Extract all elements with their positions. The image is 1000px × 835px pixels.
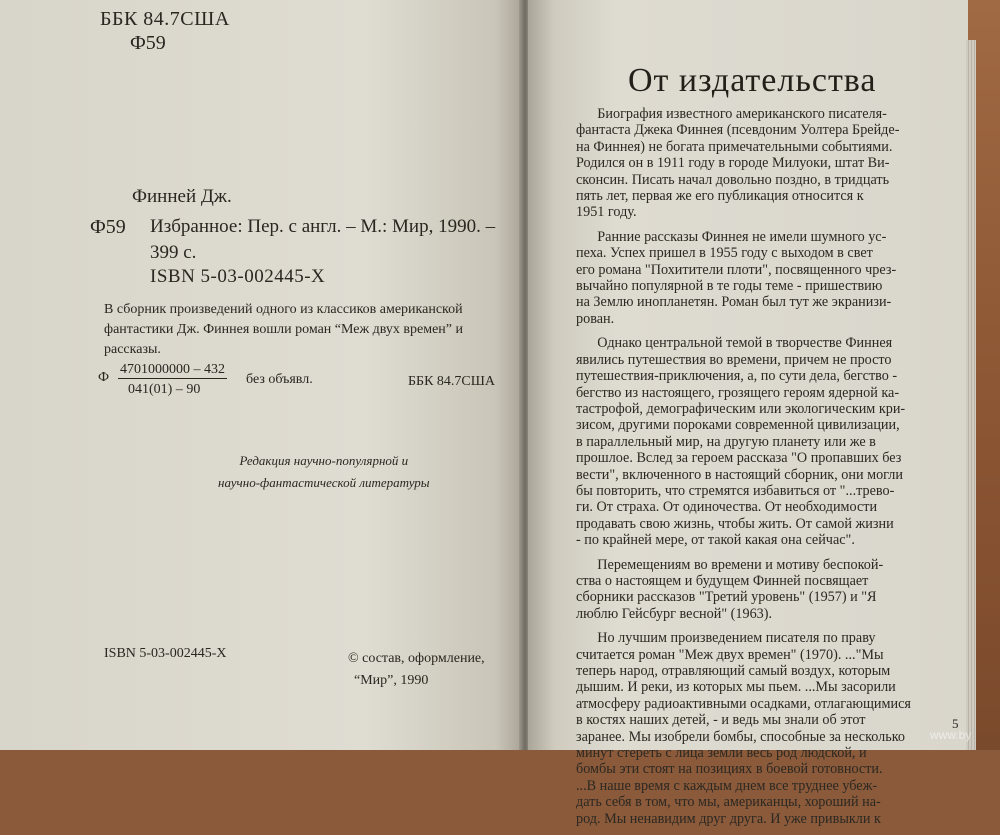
text-line: на Землю инопланетян. Роман был тут же экранизи- [576,294,892,311]
catalog-code-letter: Ф [98,370,110,385]
text-line: атмосферу радиоактивными осадками, отлагающимися [576,695,911,712]
page-edges [966,40,976,750]
text-line: Но лучшим произведением писателя по праву [576,630,876,647]
text-line: Однако центральной темой в творчестве Финнея [576,335,893,352]
text-line: в костях наших детей, - и ведь мы знали об этот [576,712,866,729]
index-code-top: Ф59 [130,32,166,54]
catalog-code-numerator: 4701000000 – 432 [120,362,225,377]
text-line: бомбы эти стоят на позициях в боевой готовности. [576,761,883,778]
isbn-bottom: ISBN 5-03-002445-X [104,646,227,661]
text-line: люблю Гейсбург весной" (1963). [576,605,773,622]
book-title-line: Избранное: Пер. с англ. – М.: Мир, 1990. – [150,216,496,237]
text-line: сборники рассказов "Третий уровень" (1957) и "Я [576,589,877,606]
page-number: 5 [952,716,959,731]
text-line: зисом, другими пороками современной цивилизации, [576,417,900,434]
page-count: 399 с. [150,242,197,263]
catalog-code-denominator: 041(01) – 90 [128,382,201,397]
catalog-code-note: без объявл. [246,372,313,387]
editorial-line: научно-фантастической литературы [218,475,430,490]
index-code-mid: Ф59 [90,216,126,238]
text-line: фантаста Джека Финнея (псевдоним Уолтера Брейде- [576,122,900,139]
text-line: прошлое. Вслед за героем рассказа "О пропавших без [576,450,902,467]
text-line: дать себя в том, что мы, американцы, хороший на- [576,794,881,811]
text-line: в параллельный мир, на другую планету или же в [576,433,876,450]
text-line: продавать свою жизнь, чтобы жить. От самой жизни [576,515,894,532]
text-line: дышим. И реки, из которых мы пьем. ...Мы засорили [576,679,896,696]
text-line: вычайно популярной в те годы теме - пришествию [576,278,883,295]
text-line: на Финнея) не богата примечательными событиями. [576,138,893,155]
isbn-main: ISBN 5-03-002445-X [150,266,326,287]
text-line: заранее. Мы изобрели бомбы, способные за несколько [576,728,905,745]
text-line: его романа "Похитители плоти", посвященного чрез- [576,261,897,278]
text-line: вести", включенного в настоящий сборник, они могли [576,466,903,483]
copyright-line: “Мир”, 1990 [354,673,429,688]
editorial-office [218,450,430,494]
paragraph [576,335,954,548]
text-line: пять лет, первая же его публикация относится к [576,188,864,205]
annotation [104,300,504,360]
text-line: Родился он в 1911 году в городе Милуоки, штат Ви- [576,155,890,172]
text-line: ...В наше время с каждым днем все труднее убеж- [576,777,878,794]
author-name: Финней Дж. [132,186,232,207]
text-line: бы повторить, что стремятся избавиться от "...трево- [576,482,895,499]
text-line: минут стереть с лица земли весь род людской, и [576,745,867,762]
preface-text [576,106,954,835]
copyright-notice [348,648,485,692]
page-heading: От издательства [628,62,877,99]
text-line: Ранние рассказы Финнея не имели шумного ус- [576,228,887,245]
text-line: - по крайней мере, от такой какая она сейчас". [576,532,855,549]
text-line: бегство из настоящего, грозящего героям ядерной ка- [576,384,900,401]
annotation-line: рассказы. [104,342,161,357]
left-page [0,0,522,750]
paragraph [576,557,954,623]
paragraph [576,106,954,221]
text-line: путешествия-приключения, а, по сути дела, бегство - [576,368,898,385]
editorial-line: Редакция научно-популярной и [239,453,409,468]
text-line: Биография известного американского писателя- [576,106,887,122]
text-line: род. Мы ненавидим друг друга. И уже привыкли к [576,810,881,827]
copyright-line: © состав, оформление, [348,651,485,666]
text-line: теперь народ, отравляющий самый воздух, которым [576,663,891,679]
bbk-code-top: ББК 84.7США [100,8,230,30]
text-line: рован. [576,310,615,327]
text-line: явились путешествия во времени, причем не просто [576,351,892,368]
paragraph [576,229,954,327]
text-line: Перемещениям во времени и мотиву беспокой- [576,556,884,573]
text-line: сконсин. Писать начал довольно поздно, в тридцать [576,171,890,188]
paragraph [576,630,954,827]
text-line: ства о настоящем и будущем Финней посвящает [576,572,869,589]
watermark: www.by [930,728,972,742]
annotation-line: фантастики Дж. Финнея вошли роман “Меж двух времен” и [104,322,464,337]
text-line: 1951 году. [576,204,637,221]
text-line: пеха. Успех пришел в 1955 году с выходом в свет [576,245,873,262]
text-line: тастрофой, демографическим или экологическим кри- [576,400,906,417]
annotation-line: В сборник произведений одного из классиков американской [104,302,463,317]
bbk-code-mid: ББК 84.7США [408,374,495,389]
text-line: ги. От страха. От одиночества. От необходимости [576,499,878,516]
text-line: считается роман "Меж двух времен" (1970). ..."Мы [576,646,884,663]
